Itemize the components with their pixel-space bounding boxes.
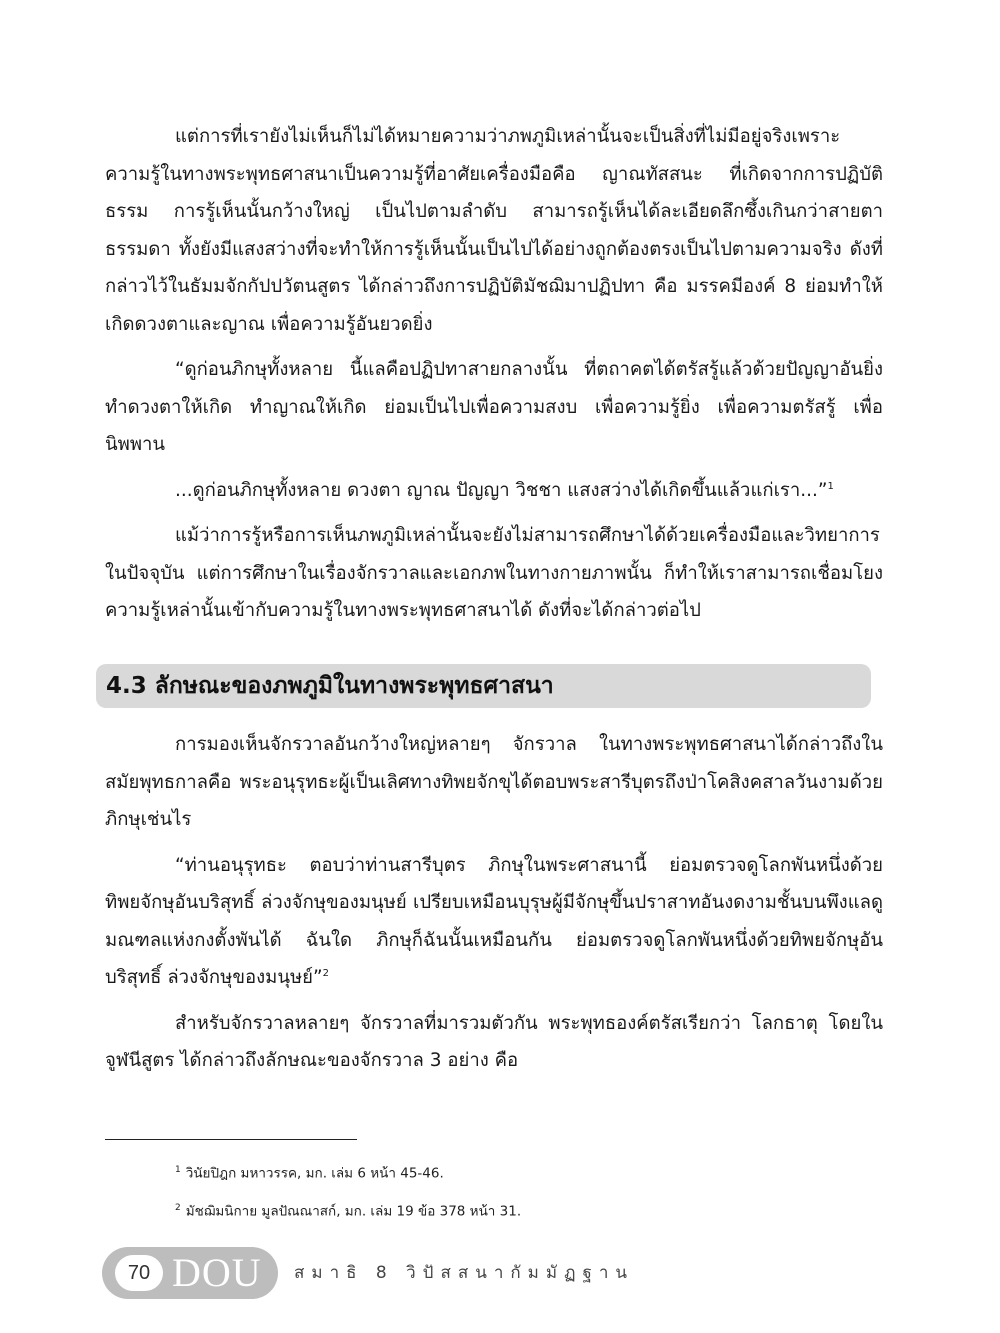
footer-badge [102, 1247, 278, 1299]
quote-paragraph: “ท่านอนุรุทธะ ตอบว่าท่านสารีบุตร ภิกษุในพระศาสนานี้ ย่อมตรวจดูโลกพันหนึ่งด้วยทิพยจักษุอันบริสุทธิ์ ล่วงจักษุของมนุษย์ เปรียบเหมือนบุรุษผู้มีจักษุขึ้นปราสาทอันงดงามชั้นบนพึงแลดูมณฑลแห่งกงตั้งพันได้ ฉันใด ภิกษุก็ฉันนั้นเหมือนกัน ย่อมตรวจดูโลกพันหนึ่งด้วยทิพยจักษุอันบริสุทธิ์ ล่วงจักษุของมนุษย์”$^2$ [105, 854, 883, 988]
footnote-number: 1 [175, 1165, 181, 1175]
footnotes [175, 1160, 521, 1221]
quote-paragraph: “ดูก่อนภิกษุทั้งหลาย นี้แลคือปฏิปทาสายกลางนั้น ที่ตถาคตได้ตรัสรู้แล้วด้วยปัญญาอันยิ่ง ทำดวงตาให้เกิด ทำญาณให้เกิด ย่อมเป็นไปเพื่อความสงบ เพื่อความรู้ยิ่ง เพื่อความตรัสรู้ เพื่อนิพพาน [105, 359, 883, 455]
page-number: 70 [115, 1255, 163, 1291]
section-heading-bar [96, 664, 871, 708]
footnote-ref[interactable]: 2 [322, 967, 329, 979]
paragraph: แม้ว่าการรู้หรือการเห็นภพภูมิเหล่านั้นจะยังไม่สามารถศึกษาได้ด้วยเครื่องมือและวิทยาการในปัจจุบัน แต่การศึกษาในเรื่องจักรวาลและเอกภพในทางกายภาพนั้น ก็ทำให้เราสามารถเชื่อมโยงความรู้เหล่านั้นเข้ากับความรู้ในทางพระพุทธศาสนาได้ ดังที่จะได้กล่าวต่อไป [105, 525, 883, 621]
footnote-ref[interactable]: 1 [827, 480, 834, 492]
footnote-text: วินัยปิฎก มหาวรรค, มก. เล่ม 6 หน้า 45-46. [185, 1165, 444, 1182]
footnote-item [175, 1160, 521, 1184]
section-heading: 4.3 ลักษณะของภพภูมิในทางพระพุทธศาสนา [106, 673, 554, 699]
footnote-item [175, 1198, 521, 1222]
page-footer [102, 1247, 722, 1299]
body-text-bottom [105, 726, 883, 1080]
footnote-divider [105, 1139, 357, 1140]
book-title: สมาธิ 8 วิปัสสนากัมมัฏฐาน [294, 1263, 635, 1283]
paragraph: การมองเห็นจักรวาลอันกว้างใหญ่หลายๆ จักรวาล ในทางพระพุทธศาสนาได้กล่าวถึงในสมัยพุทธกาลคือ พระอนุรุทธะผู้เป็นเลิศทางทิพยจักขุได้ตอบพระสารีบุตรถึงป่าโคสิงคสาลวันงามด้วยภิกษุเช่นไร [105, 734, 883, 830]
quote-paragraph: ...ดูก่อนภิกษุทั้งหลาย ดวงตา ญาณ ปัญญา วิชชา แสงสว่างได้เกิดขึ้นแล้วแก่เรา...”$^1$ [175, 479, 834, 501]
body-text-top [105, 118, 883, 630]
footnote-number: 2 [175, 1202, 181, 1213]
footnote-text: มัชฌิมนิกาย มูลปัณณาสก์, มก. เล่ม 19 ข้อ 378 หน้า 31. [185, 1203, 522, 1219]
paragraph: แต่การที่เรายังไม่เห็นก็ไม่ได้หมายความว่าภพภูมิเหล่านั้นจะเป็นสิ่งที่ไม่มีอยู่จริงเพราะความรู้ในทางพระพุทธศาสนาเป็นความรู้ที่อาศัยเครื่องมือคือ ญาณทัสสนะ ที่เกิดจากการปฏิบัติธรรม การรู้เห็นนั้นกว้างใหญ่ เป็นไปตามลำดับ สามารถรู้เห็นได้ละเอียดลึกซึ้งเกินกว่าสายตาธรรมดา ทั้งยังมีแสงสว่างที่จะทำให้การรู้เห็นนั้นเป็นไปได้อย่างถูกต้องตรงเป็นไปตามความจริง ดังที่กล่าวไว้ในธัมมจักกัปปวัตนสูตร ได้กล่าวถึงการปฏิบัติมัชฌิมาปฏิปทา คือ มรรคมีองค์ 8 ย่อมทำให้เกิดดวงตาและญาณ เพื่อความรู้อันยวดยิ่ง [105, 126, 883, 335]
brand-logo: DOU [172, 1250, 262, 1295]
paragraph: สำหรับจักรวาลหลายๆ จักรวาลที่มารวมตัวกัน พระพุทธองค์ตรัสเรียกว่า โลกธาตุ โดยในจูฬนีสูตร ได้กล่าวถึงลักษณะของจักรวาล 3 อย่าง คือ [105, 1012, 883, 1071]
